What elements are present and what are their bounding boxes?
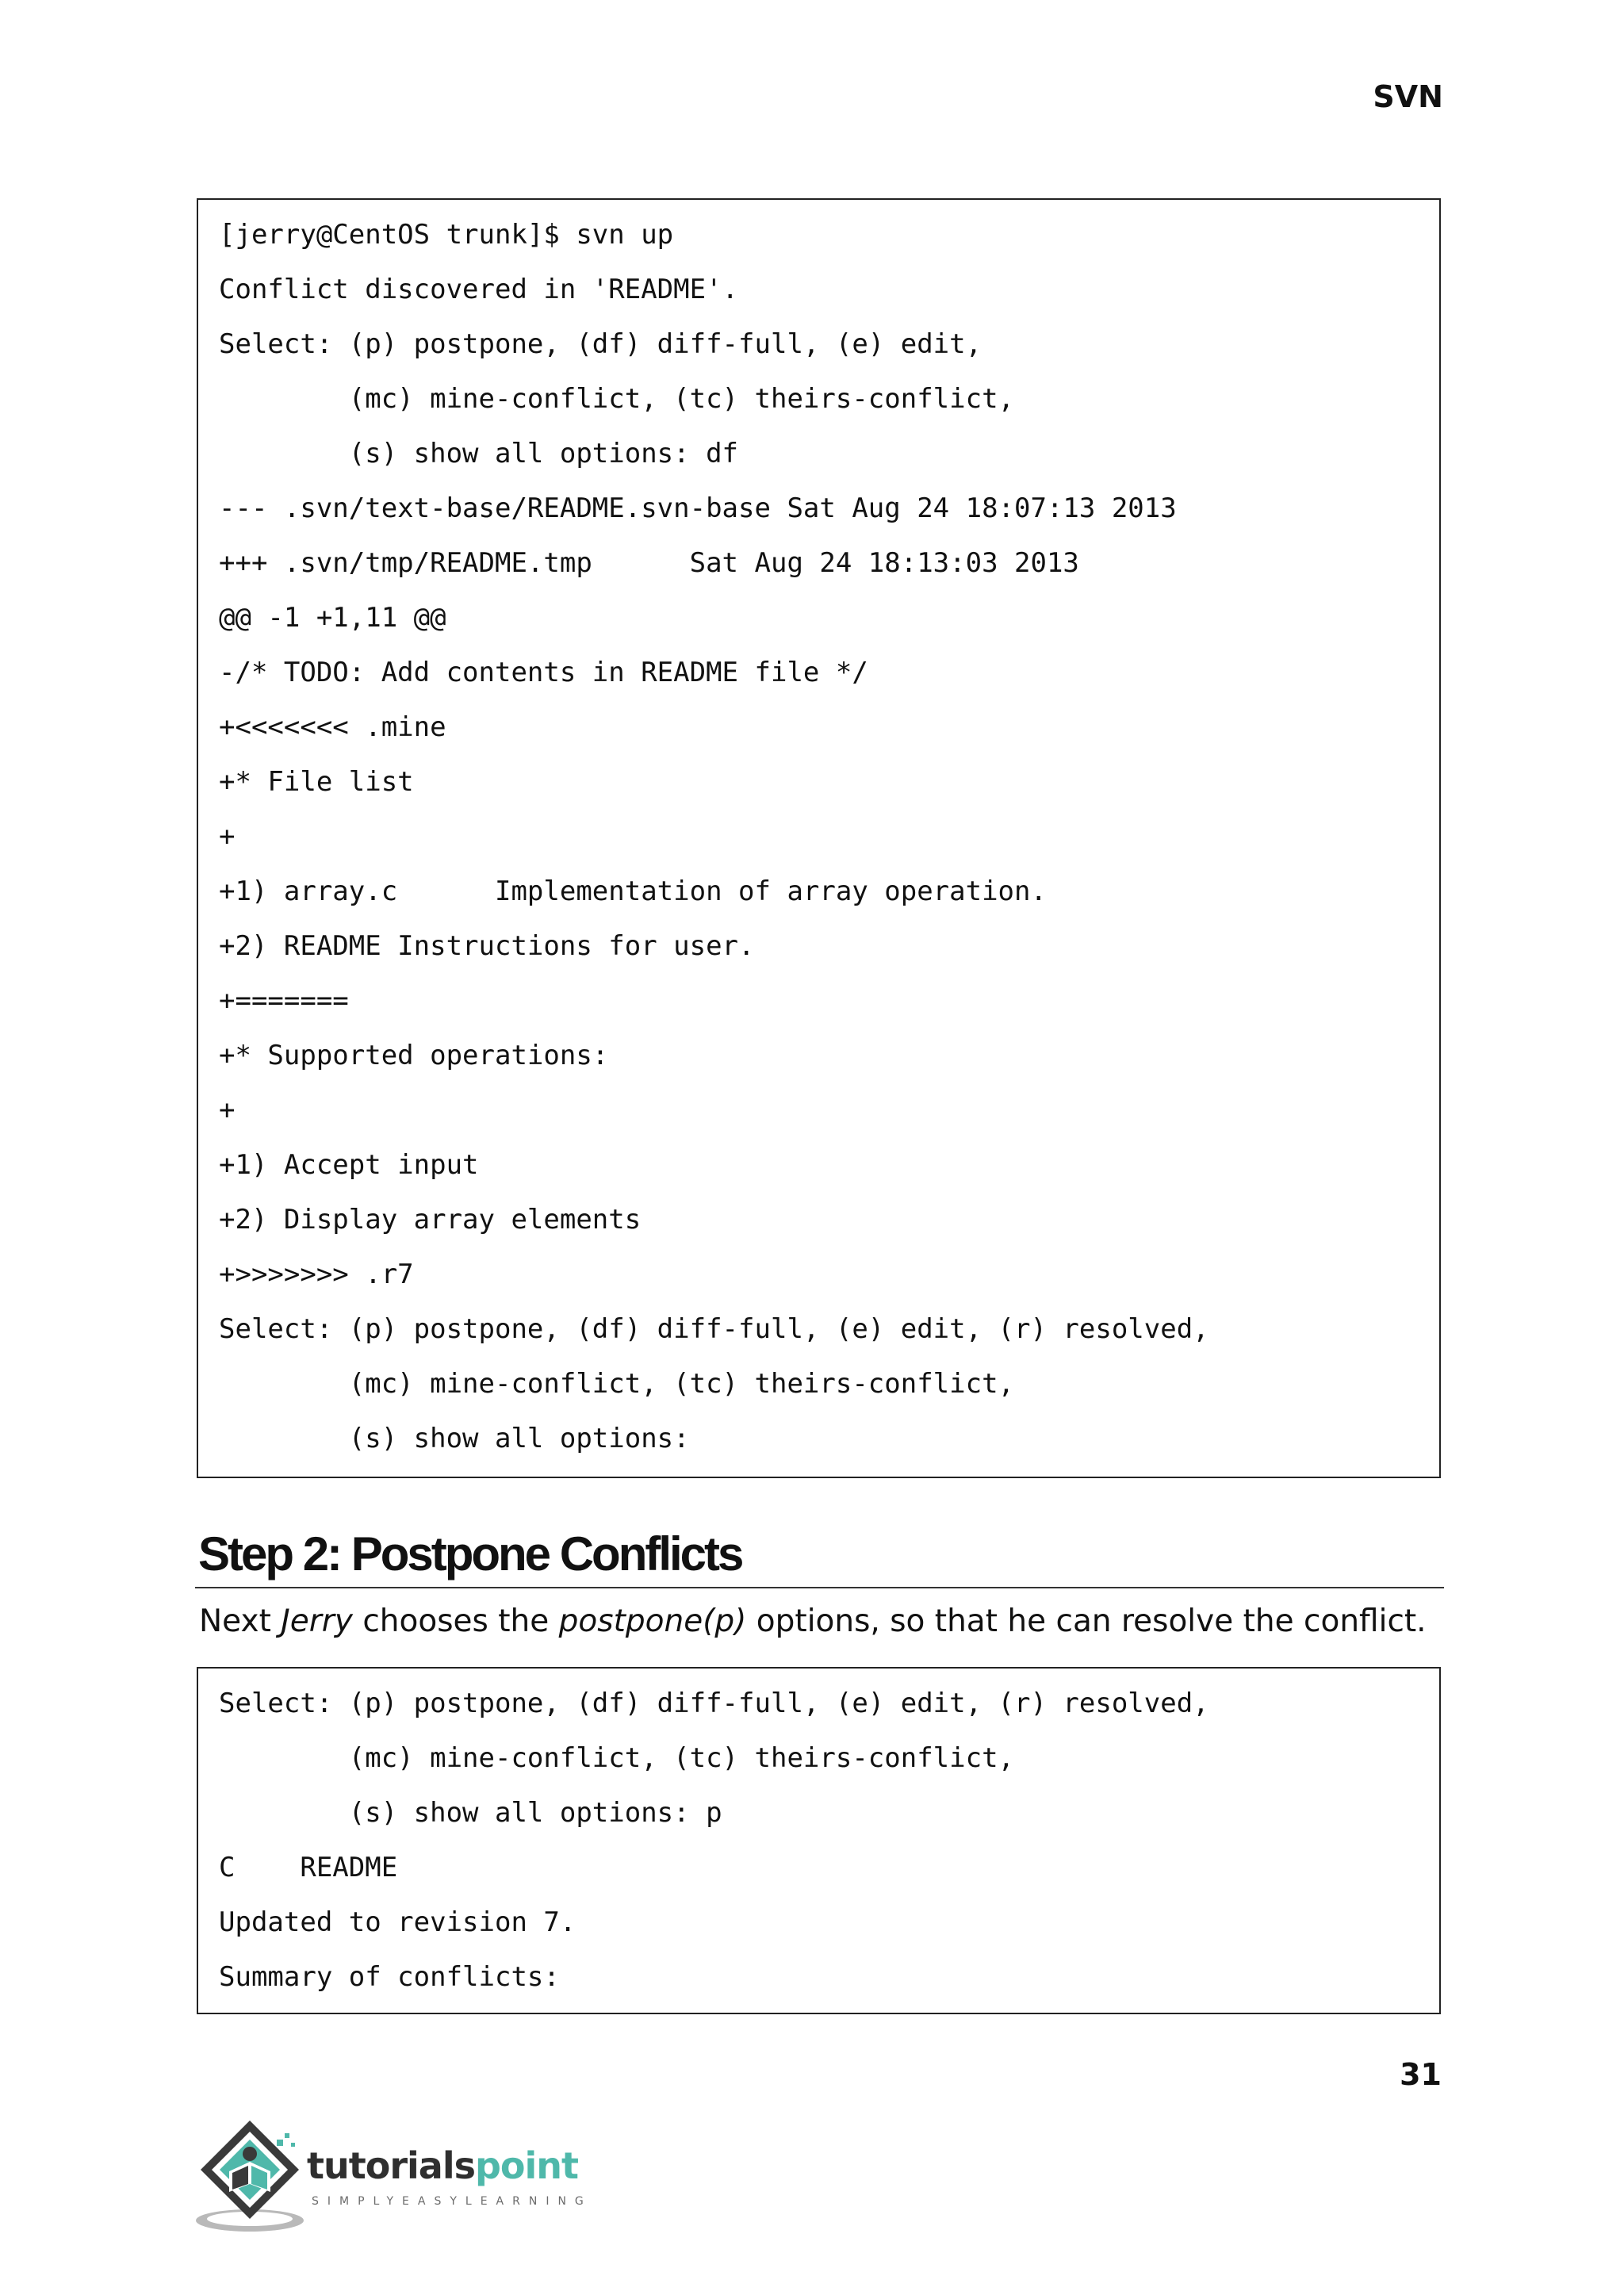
para-text: options, so that he can resolve the conflict.: [746, 1603, 1427, 1639]
code-line: +2) README Instructions for user.: [219, 930, 755, 962]
logo-wordmark: [307, 2144, 579, 2187]
page-header-title: SVN: [1373, 79, 1443, 114]
code-block-postpone: [197, 1667, 1441, 2014]
code-line: -/* TODO: Add contents in README file */: [219, 657, 868, 688]
code-line: Conflict discovered in 'README'.: [219, 274, 739, 305]
code-line: --- .svn/text-base/README.svn-base Sat Aug 24 18:07:13 2013: [219, 492, 1177, 524]
code-line: Updated to revision 7.: [219, 1906, 576, 1938]
code-line: (s) show all options:: [219, 1423, 690, 1454]
tutorialspoint-logo: [194, 2116, 592, 2235]
para-text: Next: [199, 1603, 282, 1639]
code-block-svn-update: [197, 198, 1441, 1478]
code-line: +2) Display array elements: [219, 1204, 642, 1236]
section-paragraph: [199, 1603, 1427, 1639]
code-line: +1) Accept input: [219, 1149, 479, 1181]
code-line: +=======: [219, 985, 349, 1017]
logo-wordmark-part2: point: [474, 2144, 579, 2187]
code-line: +* Supported operations:: [219, 1040, 609, 1071]
code-line: [jerry@CentOS trunk]$ svn up: [219, 219, 674, 251]
logo-tagline: SIMPLYEASYLEARNING: [312, 2195, 592, 2208]
code-line: Select: (p) postpone, (df) diff-full, (e) edit, (r) resolved,: [219, 1688, 1209, 1719]
para-text: chooses the: [352, 1603, 559, 1639]
code-line: Select: (p) postpone, (df) diff-full, (e) edit, (r) resolved,: [219, 1313, 1209, 1345]
heading-divider: [195, 1587, 1444, 1588]
para-emphasis-jerry: Jerry: [281, 1603, 353, 1639]
code-line: (s) show all options: df: [219, 438, 739, 469]
code-line: C README: [219, 1852, 398, 1883]
code-line: (s) show all options: p: [219, 1797, 722, 1829]
code-line: (mc) mine-conflict, (tc) theirs-conflict,: [219, 383, 1015, 415]
code-line: +: [219, 821, 236, 852]
page-number: 31: [1400, 2057, 1442, 2092]
code-line: Select: (p) postpone, (df) diff-full, (e) edit,: [219, 328, 982, 360]
logo-wordmark-part1: tutorials: [307, 2144, 475, 2187]
code-line: +* File list: [219, 766, 414, 798]
code-line: +<<<<<<< .mine: [219, 711, 446, 743]
section-heading: Step 2: Postpone Conflicts: [198, 1527, 742, 1580]
code-line: Summary of conflicts:: [219, 1961, 560, 1993]
code-line: +>>>>>>> .r7: [219, 1259, 414, 1290]
code-line: @@ -1 +1,11 @@: [219, 602, 446, 634]
code-line: +++ .svn/tmp/README.tmp Sat Aug 24 18:13:03 2013: [219, 547, 1079, 579]
code-line: +1) array.c Implementation of array operation.: [219, 875, 1047, 907]
logo-emblem-icon: [194, 2116, 313, 2235]
code-line: (mc) mine-conflict, (tc) theirs-conflict,: [219, 1742, 1015, 1774]
code-line: +: [219, 1094, 236, 1126]
para-emphasis-postpone: postpone(p): [558, 1603, 747, 1639]
code-line: (mc) mine-conflict, (tc) theirs-conflict,: [219, 1368, 1015, 1400]
